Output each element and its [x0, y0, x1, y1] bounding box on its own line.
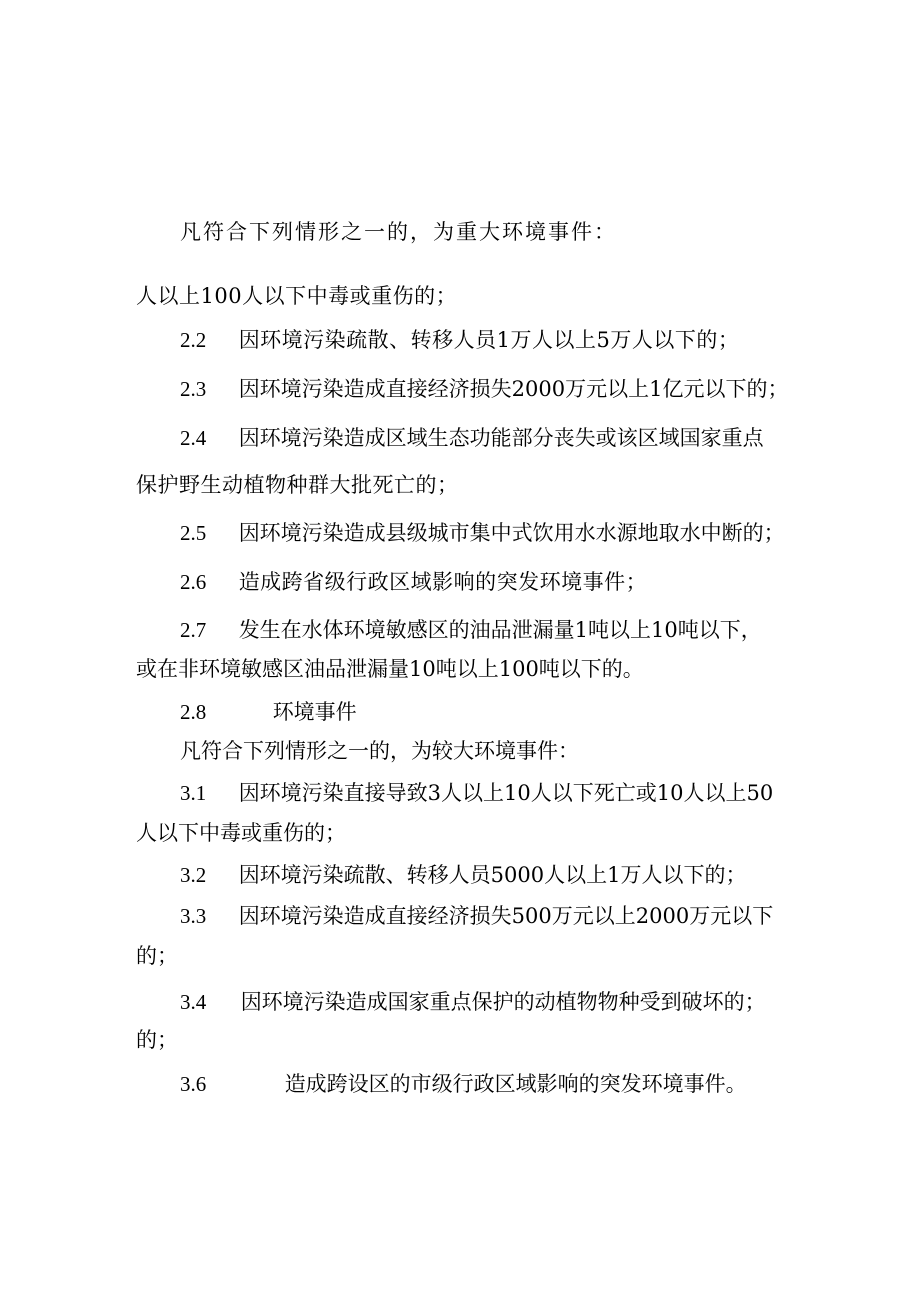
paragraph-continuation: [136, 472, 459, 498]
paragraph-continuation: [136, 656, 644, 682]
item-number: 2.3: [180, 377, 207, 401]
item-number: 2.7: [180, 618, 207, 642]
paragraph-text: 的；: [136, 1028, 178, 1052]
paragraph-text: 凡符合下列情形之一的，为重大环境事件：: [180, 220, 617, 244]
paragraph-text: 人以下中毒或重伤的；: [136, 821, 346, 845]
paragraph-continuation: [136, 283, 457, 309]
paragraph-text: 或在非环境敏感区油品泄漏量10吨以上100吨以下的。: [136, 657, 644, 681]
item-2-4: [180, 425, 764, 451]
item-3-2: [180, 862, 747, 888]
paragraph-continuation: [136, 820, 346, 846]
paragraph-text: 凡符合下列情形之一的，为较大环境事件：: [180, 739, 579, 763]
paragraph-larger-intro: [180, 738, 579, 764]
item-3-1: [180, 780, 773, 806]
item-number: 3.3: [180, 904, 207, 928]
item-2-8: [180, 699, 357, 725]
paragraph-text: 的；: [136, 944, 178, 968]
paragraph-continuation: [136, 1027, 178, 1053]
item-text: 造成跨省级行政区域影响的突发环境事件；: [238, 570, 648, 594]
item-number: 2.6: [180, 570, 207, 594]
item-3-6: [180, 1071, 747, 1097]
item-2-3: [180, 376, 789, 402]
item-text: 因环境污染造成直接经济损失500万元以上2000万元以下: [238, 904, 774, 928]
item-2-5: [180, 520, 785, 546]
item-number: 2.8: [180, 700, 207, 724]
item-number: 2.4: [180, 426, 207, 450]
item-text: 因环境污染疏散、转移人员1万人以上5万人以下的；: [238, 328, 740, 352]
item-text: 因环境污染造成国家重点保护的动植物物种受到破坏的；: [240, 990, 766, 1014]
paragraph-text: 保护野生动植物种群大批死亡的；: [136, 473, 459, 497]
item-number: 3.4: [180, 990, 207, 1014]
item-3-3: [180, 903, 773, 929]
item-text: 发生在水体环境敏感区的油品泄漏量1吨以上10吨以下，: [238, 618, 762, 642]
item-text: 因环境污染造成直接经济损失2000万元以上1亿元以下的；: [238, 377, 789, 401]
item-3-4: [180, 989, 766, 1015]
item-2-6: [180, 569, 647, 595]
item-number: 3.6: [180, 1072, 207, 1096]
item-text: 因环境污染疏散、转移人员5000人以上1万人以下的；: [238, 863, 747, 887]
item-number: 3.1: [180, 781, 207, 805]
item-number: 2.2: [180, 328, 207, 352]
paragraph-text: 人以上100人以下中毒或重伤的；: [136, 284, 458, 308]
item-text: 因环境污染造成区域生态功能部分丧失或该区域国家重点: [238, 426, 764, 450]
item-text: 环境事件: [272, 700, 357, 724]
item-text: 因环境污染直接导致3人以上10人以下死亡或10人以上50: [238, 781, 774, 805]
item-number: 3.2: [180, 863, 207, 887]
paragraph-major-intro: [180, 219, 617, 245]
paragraph-continuation: [136, 943, 178, 969]
item-text: 造成跨设区的市级行政区域影响的突发环境事件。: [284, 1072, 747, 1096]
item-number: 2.5: [180, 521, 207, 545]
item-2-2: [180, 327, 739, 353]
item-2-7: [180, 617, 762, 643]
item-text: 因环境污染造成县级城市集中式饮用水水源地取水中断的；: [238, 521, 785, 545]
